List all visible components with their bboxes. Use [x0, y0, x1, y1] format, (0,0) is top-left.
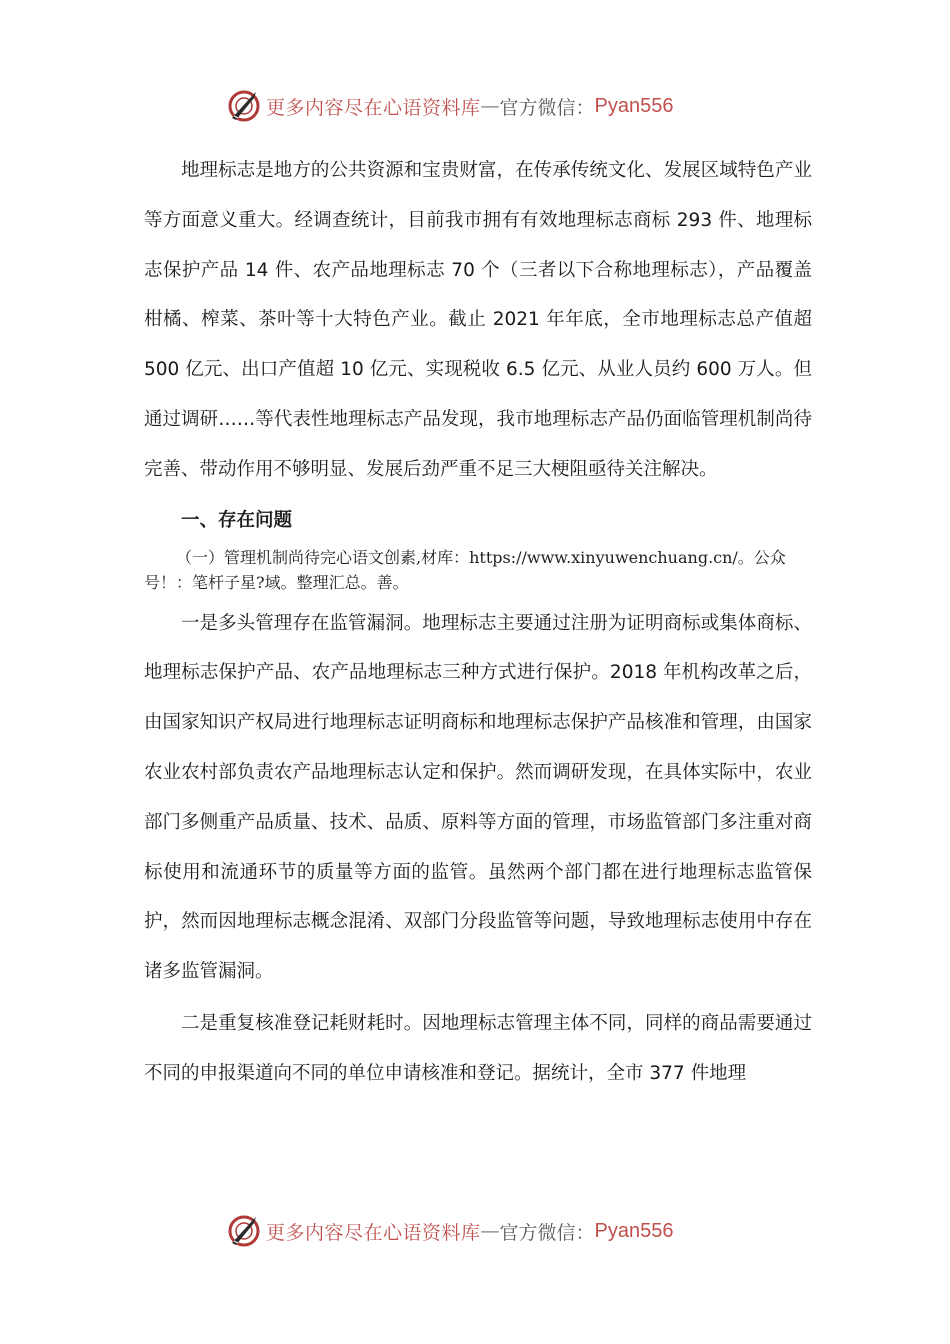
banner-text: 更多内容尽在心语资料库: [266, 1221, 481, 1244]
banner-wechat-id: Pyan556: [594, 1219, 674, 1242]
banner-wechat-label: 官方微信：: [499, 1221, 595, 1244]
banner-separator: —: [480, 95, 500, 117]
section-heading: 一、存在问题: [181, 509, 293, 531]
subheading-note: （一）管理机制尚待完心语文创素,材库：https://www.xinyuwenchuang.cn/。公众号！：笔杆子星?域。整理汇总。善。: [144, 547, 786, 592]
banner-separator: —: [480, 1220, 500, 1242]
banner-wechat-id: Pyan556: [594, 94, 674, 117]
pen-circle-icon: [226, 88, 262, 124]
banner-wechat-label: 官方微信：: [499, 96, 595, 119]
banner-text: 更多内容尽在心语资料库: [266, 96, 481, 119]
pen-circle-icon: [226, 1213, 262, 1249]
footer-banner: [226, 1211, 746, 1251]
document-body: [144, 146, 812, 1099]
header-banner: [226, 86, 746, 126]
paragraph-oversight: 一是多头管理存在监管漏洞。地理标志主要通过注册为证明商标或集体商标、地理标志保护产品、农产品地理标志三种方式进行保护。2018 年机构改革之后，由国家知识产权局进行地理标志证明商标和地理标志保护产品核准和管理，由国家农业农村部负责农产品地理标志认定和保护。然而调研发现，在具体实际中，农业部门多侧重产品质量、技术、品质、原料等方面的管理，市场监管部门多注重对商标使用和流通环节的质量等方面的监管。虽然两个部门都在进行地理标志监管保护，然而因地理标志概念混淆、双部门分段监管等问题，导致地理标志使用中存在诸多监管漏洞。: [144, 612, 812, 983]
paragraph-intro: 地理标志是地方的公共资源和宝贵财富，在传承传统文化、发展区域特色产业等方面意义重大。经调查统计，目前我市拥有有效地理标志商标 293 件、地理标志保护产品 14 件、农产品地理标志 70 个（三者以下合称地理标志），产品覆盖柑橘、榨菜、茶叶等十大特色产业。截止 2021 年年底，全市地理标志总产值超 500 亿元、出口产值超 10 亿元、实现税收 6.5 亿元、从业人员约 600 万人。但通过调研……等代表性地理标志产品发现，我市地理标志产品仍面临管理机制尚待完善、带动作用不够明显、发展后劲严重不足三大梗阻亟待关注解决。: [144, 160, 813, 480]
paragraph-registration: 二是重复核准登记耗财耗时。因地理标志管理主体不同，同样的商品需要通过不同的申报渠道向不同的单位申请核准和登记。据统计，全市 377 件地理: [144, 1012, 812, 1084]
